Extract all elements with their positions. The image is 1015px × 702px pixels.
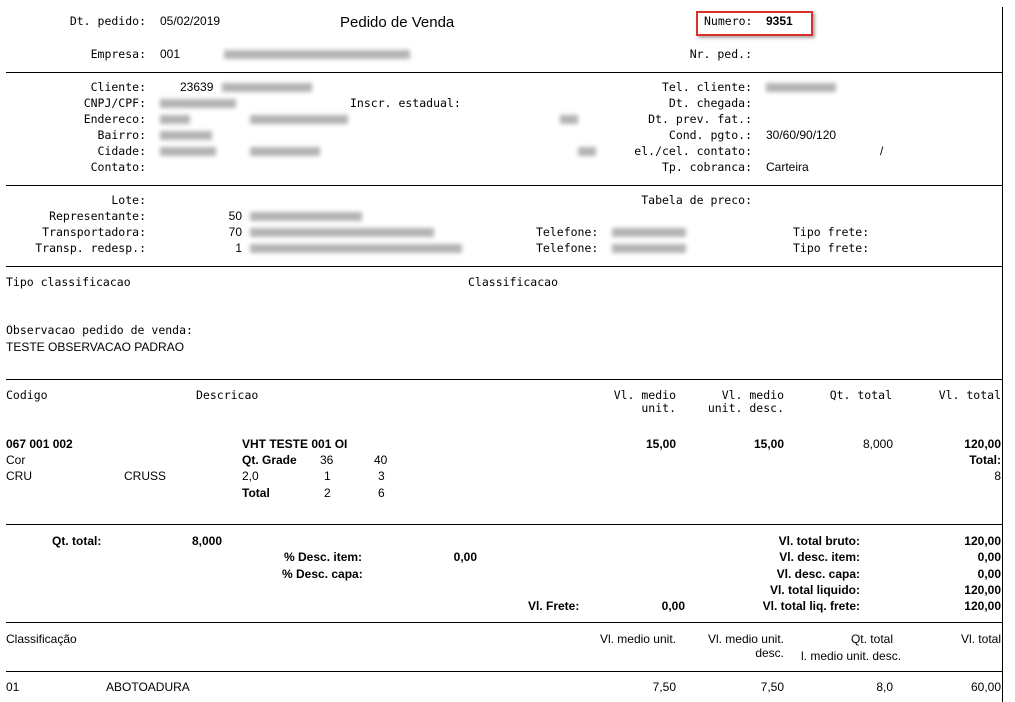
- col-vl-medio-header-1: Vl. medio: [613, 388, 676, 402]
- qt-total-value: 8,000: [192, 534, 223, 548]
- cidade-redacted-1: [160, 147, 216, 156]
- divider-2: [6, 185, 1002, 186]
- cel-contato-separator: /: [880, 144, 884, 158]
- cidade-redacted-2: [250, 147, 320, 156]
- contato-label: Contato:: [90, 160, 146, 174]
- cliente-name-redacted: [222, 83, 312, 92]
- page-right-border: [1002, 7, 1003, 702]
- endereco-redacted-2: [250, 115, 348, 124]
- item-codigo: 067 001 002: [6, 437, 73, 451]
- dt-pedido-value: 05/02/2019: [160, 14, 221, 28]
- divider-1: [6, 72, 1002, 73]
- cnpj-label: CNPJ/CPF:: [83, 96, 146, 110]
- tel-cliente-redacted: [766, 83, 836, 92]
- cnpj-redacted: [160, 99, 236, 108]
- tabela-preco-label: Tabela de preco:: [641, 193, 752, 207]
- cor-code: CRU: [6, 469, 32, 483]
- divider-4: [6, 379, 1002, 380]
- vl-desc-item-label: Vl. desc. item:: [779, 550, 860, 564]
- tipo-frete-label-2: Tipo frete:: [793, 241, 870, 255]
- grade-size-36: 36: [320, 453, 334, 467]
- col-qt-total-header: Qt. total: [829, 388, 892, 402]
- uf-redacted: [578, 147, 596, 156]
- item-qt-total: 8,000: [862, 437, 893, 451]
- cor-label: Cor: [6, 453, 26, 467]
- divider-3: [6, 266, 1002, 267]
- class-row-vl-medio-unit-desc: 7,50: [760, 680, 784, 694]
- document-title: Pedido de Venda: [340, 14, 455, 31]
- empresa-label: Empresa:: [90, 47, 146, 61]
- cor-name: CRUSS: [124, 469, 167, 483]
- telefone-label-1: Telefone:: [536, 225, 599, 239]
- endereco-redacted-1: [160, 115, 190, 124]
- transportadora-redacted: [250, 228, 434, 237]
- classificacao-label: Classificacao: [468, 275, 559, 289]
- cliente-code: 23639: [180, 80, 214, 94]
- dt-pedido-label: Dt. pedido:: [69, 14, 146, 28]
- dt-chegada-label: Dt. chegada:: [668, 96, 752, 110]
- class-row-vl-total: 60,00: [970, 680, 1001, 694]
- desc-capa-pct-label: % Desc. capa:: [282, 567, 363, 581]
- tel-cliente-label: Tel. cliente:: [661, 80, 752, 94]
- desc-item-pct-label: % Desc. item:: [284, 550, 363, 564]
- cond-pgto-label: Cond. pgto.:: [668, 128, 752, 142]
- vl-desc-item-value: 0,00: [977, 550, 1001, 564]
- representante-redacted: [250, 212, 362, 221]
- bairro-label: Bairro:: [97, 128, 146, 142]
- col-vl-total-header: Vl. total: [938, 388, 1001, 402]
- grade-row-label: 2,0: [242, 469, 259, 483]
- class-row-name: ABOTOADURA: [106, 680, 190, 694]
- class-col-qt-total-header-2: l. medio unit. desc.: [801, 649, 902, 663]
- lote-label: Lote:: [111, 193, 146, 207]
- col-vl-medio-desc-header-2: unit. desc.: [707, 401, 784, 415]
- class-col-vl-medio-unit-desc-header-2: desc.: [755, 646, 784, 660]
- transportadora-code: 70: [228, 225, 242, 239]
- col-descricao-header: Descricao: [196, 388, 259, 402]
- endereco-redacted-3: [560, 115, 578, 124]
- class-col-qt-total-header: Qt. total: [850, 632, 893, 646]
- vl-total-bruto-value: 120,00: [964, 534, 1001, 548]
- tp-cobranca-value: Carteira: [766, 160, 809, 174]
- grade-size-40: 40: [374, 453, 388, 467]
- item-vl-medio-unit-desc: 15,00: [753, 437, 784, 451]
- observacao-text: TESTE OBSERVACAO PADRAO: [6, 340, 185, 354]
- col-vl-medio-desc-header-1: Vl. medio: [721, 388, 784, 402]
- telefone-label-2: Telefone:: [536, 241, 599, 255]
- col-codigo-header: Codigo: [6, 388, 48, 402]
- cond-pgto-value: 30/60/90/120: [766, 128, 837, 142]
- col-vl-medio-header-2: unit.: [641, 401, 676, 415]
- empresa-name-redacted: [224, 50, 410, 59]
- grade-total-40: 6: [378, 486, 385, 500]
- empresa-code: 001: [160, 47, 181, 61]
- class-row-code: 01: [6, 680, 20, 694]
- telefone-redacted-2: [612, 244, 686, 253]
- grade-total-label: Total: [242, 486, 270, 500]
- qt-total-label: Qt. total:: [52, 534, 102, 548]
- bairro-redacted: [160, 131, 212, 140]
- grade-row-value-40: 3: [378, 469, 385, 483]
- divider-6: [6, 622, 1002, 623]
- inscr-estadual-label: Inscr. estadual:: [350, 96, 461, 110]
- grade-total-36: 2: [324, 486, 331, 500]
- representante-code: 50: [228, 209, 242, 223]
- item-total-label: Total:: [969, 453, 1001, 467]
- vl-total-liq-frete-value: 120,00: [964, 599, 1001, 613]
- observacao-label: Observacao pedido de venda:: [6, 323, 193, 337]
- vl-total-bruto-label: Vl. total bruto:: [778, 534, 860, 548]
- numero-value: 9351: [766, 14, 793, 28]
- tipo-frete-label-1: Tipo frete:: [793, 225, 870, 239]
- class-col-classificacao-header: Classificação: [6, 632, 77, 646]
- qt-grade-label: Qt. Grade: [242, 453, 297, 467]
- vl-frete-value: 0,00: [661, 599, 685, 613]
- item-vl-total: 120,00: [964, 437, 1001, 451]
- class-col-vl-medio-unit-header: Vl. medio unit.: [599, 632, 676, 646]
- numero-label: Numero:: [704, 14, 753, 28]
- vl-total-liq-frete-label: Vl. total liq. frete:: [762, 599, 860, 613]
- cel-contato-label: el./cel. contato:: [634, 144, 752, 158]
- cliente-label: Cliente:: [90, 80, 146, 94]
- divider-5: [6, 524, 1002, 525]
- nr-ped-label: Nr. ped.:: [689, 47, 752, 61]
- transportadora-label: Transportadora:: [42, 225, 146, 239]
- item-total-value: 8: [994, 469, 1001, 483]
- class-col-vl-medio-unit-desc-header-1: Vl. medio unit.: [707, 632, 784, 646]
- tp-cobranca-label: Tp. cobranca:: [661, 160, 752, 174]
- grade-row-value-36: 1: [324, 469, 331, 483]
- item-vl-medio-unit: 15,00: [645, 437, 676, 451]
- representante-label: Representante:: [49, 209, 146, 223]
- class-row-vl-medio-unit: 7,50: [652, 680, 676, 694]
- redesp-code: 1: [235, 241, 242, 255]
- class-col-vl-total-header: Vl. total: [960, 632, 1001, 646]
- class-row-qt-total: 8,0: [876, 680, 893, 694]
- redesp-redacted: [250, 244, 462, 253]
- redesp-label: Transp. redesp.:: [35, 241, 146, 255]
- divider-7: [6, 671, 1002, 672]
- tipo-classificacao-label: Tipo classificacao: [6, 275, 131, 289]
- telefone-redacted-1: [612, 228, 686, 237]
- item-descricao: VHT TESTE 001 OI: [242, 437, 348, 451]
- dt-prev-fat-label: Dt. prev. fat.:: [648, 112, 752, 126]
- vl-total-liquido-value: 120,00: [964, 583, 1001, 597]
- vl-frete-label: Vl. Frete:: [528, 599, 580, 613]
- desc-item-pct-value: 0,00: [453, 550, 477, 564]
- vl-desc-capa-label: Vl. desc. capa:: [776, 567, 860, 581]
- vl-total-liquido-label: Vl. total liquido:: [770, 583, 860, 597]
- endereco-label: Endereco:: [83, 112, 146, 126]
- cidade-label: Cidade:: [97, 144, 146, 158]
- vl-desc-capa-value: 0,00: [977, 567, 1001, 581]
